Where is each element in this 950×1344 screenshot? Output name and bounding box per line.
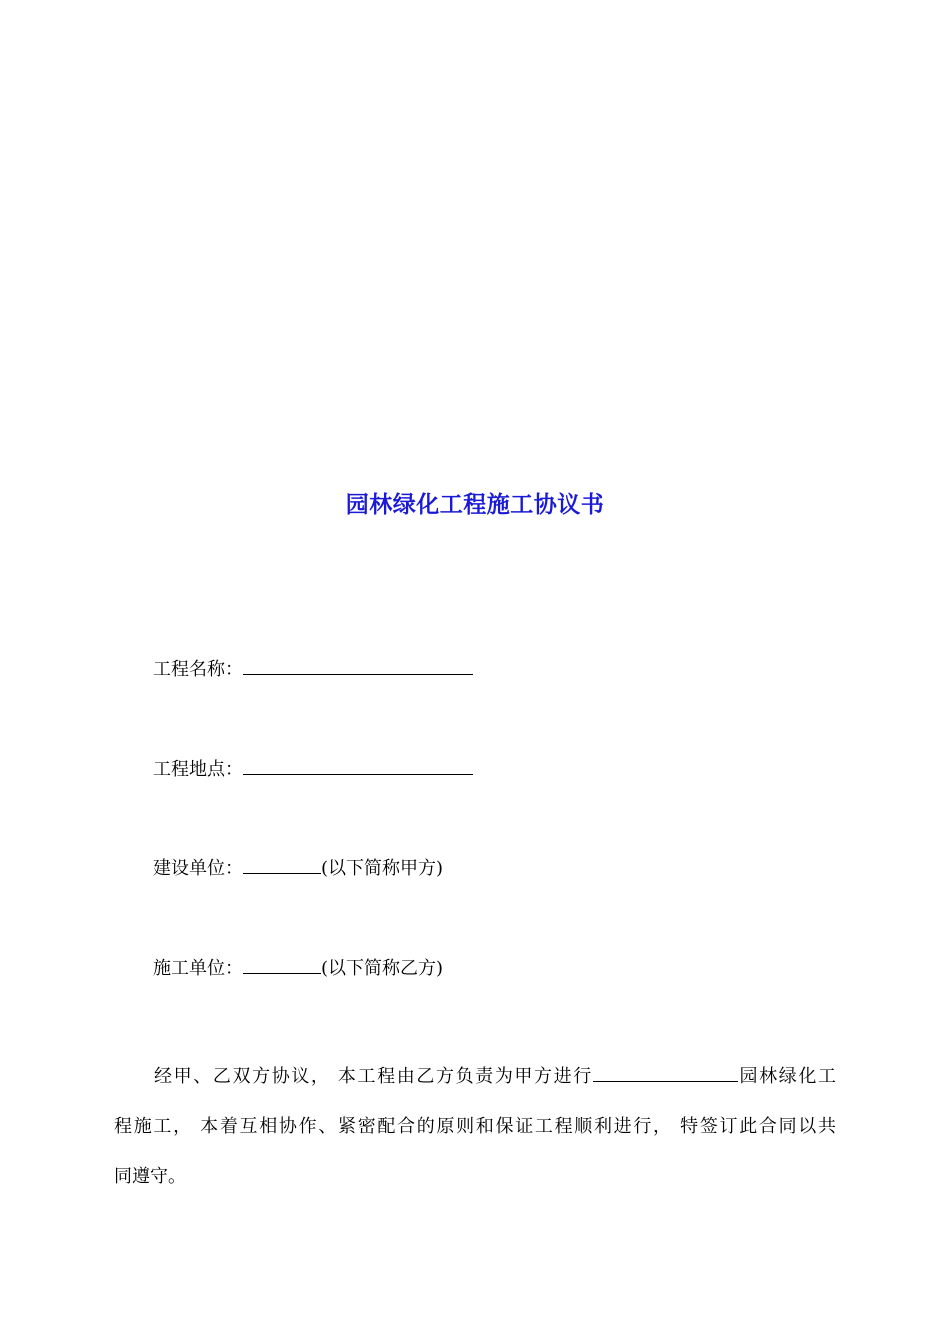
- field-label: 施工单位：: [153, 958, 243, 979]
- blank-line: [243, 955, 321, 974]
- paragraph-line-1: [114, 1052, 836, 1102]
- paragraph-line-2: 程施工， 本着互相协作、紧密配合的原则和保证工程顺利进行， 特签订此合同以共: [114, 1116, 836, 1137]
- field-label: 建设单位：: [153, 858, 243, 879]
- field-project-name: [153, 656, 473, 683]
- blank-line: [243, 855, 321, 874]
- field-label: 工程地点：: [153, 759, 243, 780]
- field-construction-unit: [153, 855, 443, 882]
- paragraph-line-3: 同遵守。: [114, 1166, 186, 1187]
- field-project-location: [153, 756, 473, 783]
- agreement-paragraph: [114, 1052, 836, 1202]
- field-suffix: (以下简称乙方): [321, 958, 444, 979]
- paragraph-text: 园林绿化工: [737, 1066, 836, 1087]
- blank-line: [243, 656, 473, 675]
- blank-line: [593, 1063, 738, 1082]
- field-contractor-unit: [153, 955, 443, 982]
- blank-line: [243, 756, 473, 775]
- field-label: 工程名称：: [153, 659, 243, 680]
- document-title: 园林绿化工程施工协议书: [345, 491, 605, 518]
- paragraph-text: 经甲、乙双方协议， 本工程由乙方负责为甲方进行: [154, 1066, 593, 1087]
- field-suffix: (以下简称甲方): [321, 858, 444, 879]
